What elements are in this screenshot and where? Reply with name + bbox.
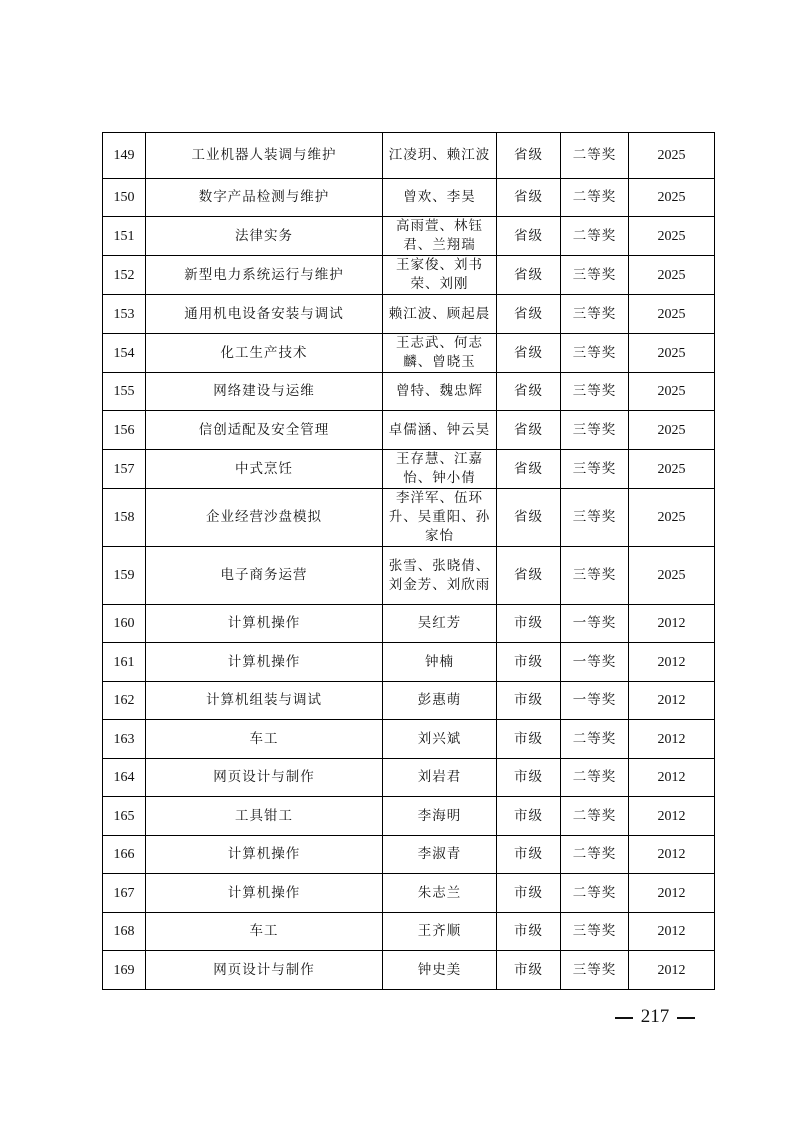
row-number-cell: 164 <box>103 759 146 797</box>
project-name-cell: 电子商务运营 <box>146 547 383 605</box>
award-level-cell: 省级 <box>497 373 561 411</box>
row-number-cell: 150 <box>103 179 146 217</box>
winner-names-cell: 钟楠 <box>383 643 497 682</box>
award-level-cell: 市级 <box>497 759 561 797</box>
award-level-cell: 市级 <box>497 951 561 990</box>
winner-names-cell: 王志武、何志麟、曾晓玉 <box>383 334 497 373</box>
project-name-cell: 化工生产技术 <box>146 334 383 373</box>
winner-names-cell: 高雨萱、林钰君、兰翔瑞 <box>383 217 497 256</box>
winner-names-cell: 张雪、张晓倩、刘金芳、刘欣雨 <box>383 547 497 605</box>
row-number-cell: 166 <box>103 836 146 874</box>
award-grade-cell: 三等奖 <box>561 334 629 373</box>
project-name-cell: 计算机操作 <box>146 605 383 643</box>
award-grade-cell: 二等奖 <box>561 759 629 797</box>
award-year-cell: 2012 <box>629 720 715 759</box>
winner-names-cell: 王家俊、刘书荣、刘刚 <box>383 256 497 295</box>
project-name-cell: 车工 <box>146 720 383 759</box>
row-number-cell: 162 <box>103 682 146 720</box>
award-grade-cell: 二等奖 <box>561 217 629 256</box>
row-number-cell: 160 <box>103 605 146 643</box>
winner-names-cell: 刘兴斌 <box>383 720 497 759</box>
table-row <box>103 373 715 411</box>
project-name-cell: 信创适配及安全管理 <box>146 411 383 450</box>
awards-table <box>102 132 715 990</box>
row-number-cell: 163 <box>103 720 146 759</box>
award-year-cell: 2025 <box>629 133 715 179</box>
table-row <box>103 797 715 836</box>
winner-names-cell: 卓儒涵、钟云昊 <box>383 411 497 450</box>
winner-names-cell: 李海明 <box>383 797 497 836</box>
award-year-cell: 2012 <box>629 913 715 951</box>
winner-names-cell: 曾特、魏忠辉 <box>383 373 497 411</box>
awards-table-body <box>103 133 715 990</box>
award-year-cell: 2025 <box>629 217 715 256</box>
winner-names-cell: 吴红芳 <box>383 605 497 643</box>
row-number-cell: 154 <box>103 334 146 373</box>
winner-names-cell: 曾欢、李昊 <box>383 179 497 217</box>
project-name-cell: 网页设计与制作 <box>146 759 383 797</box>
table-row <box>103 256 715 295</box>
award-level-cell: 省级 <box>497 489 561 547</box>
table-row <box>103 217 715 256</box>
award-level-cell: 省级 <box>497 295 561 334</box>
table-row <box>103 133 715 179</box>
award-year-cell: 2025 <box>629 334 715 373</box>
award-year-cell: 2012 <box>629 605 715 643</box>
project-name-cell: 网页设计与制作 <box>146 951 383 990</box>
row-number-cell: 155 <box>103 373 146 411</box>
award-level-cell: 省级 <box>497 547 561 605</box>
page-number-value: 217 <box>640 1006 670 1027</box>
award-grade-cell: 三等奖 <box>561 450 629 489</box>
award-level-cell: 省级 <box>497 217 561 256</box>
award-grade-cell: 二等奖 <box>561 720 629 759</box>
award-level-cell: 市级 <box>497 720 561 759</box>
award-year-cell: 2025 <box>629 411 715 450</box>
row-number-cell: 149 <box>103 133 146 179</box>
award-year-cell: 2025 <box>629 295 715 334</box>
award-year-cell: 2012 <box>629 643 715 682</box>
page-number-right-dash <box>677 1017 695 1019</box>
table-row <box>103 489 715 547</box>
project-name-cell: 新型电力系统运行与维护 <box>146 256 383 295</box>
table-row <box>103 547 715 605</box>
table-row <box>103 411 715 450</box>
row-number-cell: 165 <box>103 797 146 836</box>
row-number-cell: 161 <box>103 643 146 682</box>
award-grade-cell: 二等奖 <box>561 179 629 217</box>
row-number-cell: 158 <box>103 489 146 547</box>
award-year-cell: 2025 <box>629 489 715 547</box>
award-grade-cell: 二等奖 <box>561 133 629 179</box>
winner-names-cell: 李淑青 <box>383 836 497 874</box>
award-year-cell: 2012 <box>629 797 715 836</box>
award-grade-cell: 二等奖 <box>561 874 629 913</box>
project-name-cell: 计算机操作 <box>146 643 383 682</box>
award-year-cell: 2025 <box>629 256 715 295</box>
award-level-cell: 市级 <box>497 605 561 643</box>
winner-names-cell: 赖江波、顾起晨 <box>383 295 497 334</box>
table-row <box>103 759 715 797</box>
award-level-cell: 省级 <box>497 179 561 217</box>
award-level-cell: 市级 <box>497 913 561 951</box>
table-row <box>103 179 715 217</box>
row-number-cell: 156 <box>103 411 146 450</box>
table-row <box>103 836 715 874</box>
project-name-cell: 计算机操作 <box>146 836 383 874</box>
winner-names-cell: 朱志兰 <box>383 874 497 913</box>
award-level-cell: 市级 <box>497 643 561 682</box>
award-grade-cell: 三等奖 <box>561 913 629 951</box>
project-name-cell: 车工 <box>146 913 383 951</box>
row-number-cell: 169 <box>103 951 146 990</box>
winner-names-cell: 王齐顺 <box>383 913 497 951</box>
table-row <box>103 605 715 643</box>
page-number <box>600 1006 710 1028</box>
award-year-cell: 2012 <box>629 682 715 720</box>
award-level-cell: 省级 <box>497 334 561 373</box>
award-level-cell: 市级 <box>497 874 561 913</box>
project-name-cell: 通用机电设备安装与调试 <box>146 295 383 334</box>
award-level-cell: 省级 <box>497 256 561 295</box>
winner-names-cell: 刘岩君 <box>383 759 497 797</box>
award-grade-cell: 三等奖 <box>561 489 629 547</box>
award-year-cell: 2012 <box>629 759 715 797</box>
table-row <box>103 682 715 720</box>
row-number-cell: 167 <box>103 874 146 913</box>
table-row <box>103 450 715 489</box>
award-year-cell: 2012 <box>629 836 715 874</box>
project-name-cell: 工业机器人装调与维护 <box>146 133 383 179</box>
project-name-cell: 网络建设与运维 <box>146 373 383 411</box>
award-year-cell: 2012 <box>629 874 715 913</box>
award-grade-cell: 三等奖 <box>561 256 629 295</box>
winner-names-cell: 江凌玥、赖江波 <box>383 133 497 179</box>
award-grade-cell: 二等奖 <box>561 836 629 874</box>
award-year-cell: 2025 <box>629 179 715 217</box>
row-number-cell: 153 <box>103 295 146 334</box>
award-year-cell: 2025 <box>629 450 715 489</box>
award-grade-cell: 一等奖 <box>561 682 629 720</box>
award-grade-cell: 一等奖 <box>561 643 629 682</box>
award-grade-cell: 三等奖 <box>561 411 629 450</box>
table-row <box>103 334 715 373</box>
table-row <box>103 951 715 990</box>
award-level-cell: 市级 <box>497 797 561 836</box>
project-name-cell: 中式烹饪 <box>146 450 383 489</box>
project-name-cell: 计算机操作 <box>146 874 383 913</box>
row-number-cell: 168 <box>103 913 146 951</box>
winner-names-cell: 李洋军、伍环升、吴重阳、孙家怡 <box>383 489 497 547</box>
award-year-cell: 2025 <box>629 373 715 411</box>
table-row <box>103 874 715 913</box>
award-level-cell: 省级 <box>497 411 561 450</box>
project-name-cell: 计算机组装与调试 <box>146 682 383 720</box>
winner-names-cell: 王存慧、江嘉怡、钟小倩 <box>383 450 497 489</box>
project-name-cell: 工具钳工 <box>146 797 383 836</box>
award-grade-cell: 三等奖 <box>561 547 629 605</box>
award-grade-cell: 三等奖 <box>561 951 629 990</box>
row-number-cell: 159 <box>103 547 146 605</box>
project-name-cell: 企业经营沙盘模拟 <box>146 489 383 547</box>
winner-names-cell: 钟史美 <box>383 951 497 990</box>
project-name-cell: 法律实务 <box>146 217 383 256</box>
award-level-cell: 市级 <box>497 682 561 720</box>
row-number-cell: 151 <box>103 217 146 256</box>
award-level-cell: 省级 <box>497 133 561 179</box>
award-year-cell: 2025 <box>629 547 715 605</box>
award-grade-cell: 一等奖 <box>561 605 629 643</box>
table-row <box>103 913 715 951</box>
award-level-cell: 市级 <box>497 836 561 874</box>
row-number-cell: 152 <box>103 256 146 295</box>
award-year-cell: 2012 <box>629 951 715 990</box>
table-row <box>103 295 715 334</box>
award-grade-cell: 三等奖 <box>561 295 629 334</box>
table-row <box>103 643 715 682</box>
winner-names-cell: 彭惠萌 <box>383 682 497 720</box>
table-row <box>103 720 715 759</box>
award-grade-cell: 三等奖 <box>561 373 629 411</box>
row-number-cell: 157 <box>103 450 146 489</box>
page-number-left-dash <box>615 1017 633 1019</box>
award-level-cell: 省级 <box>497 450 561 489</box>
project-name-cell: 数字产品检测与维护 <box>146 179 383 217</box>
award-grade-cell: 二等奖 <box>561 797 629 836</box>
